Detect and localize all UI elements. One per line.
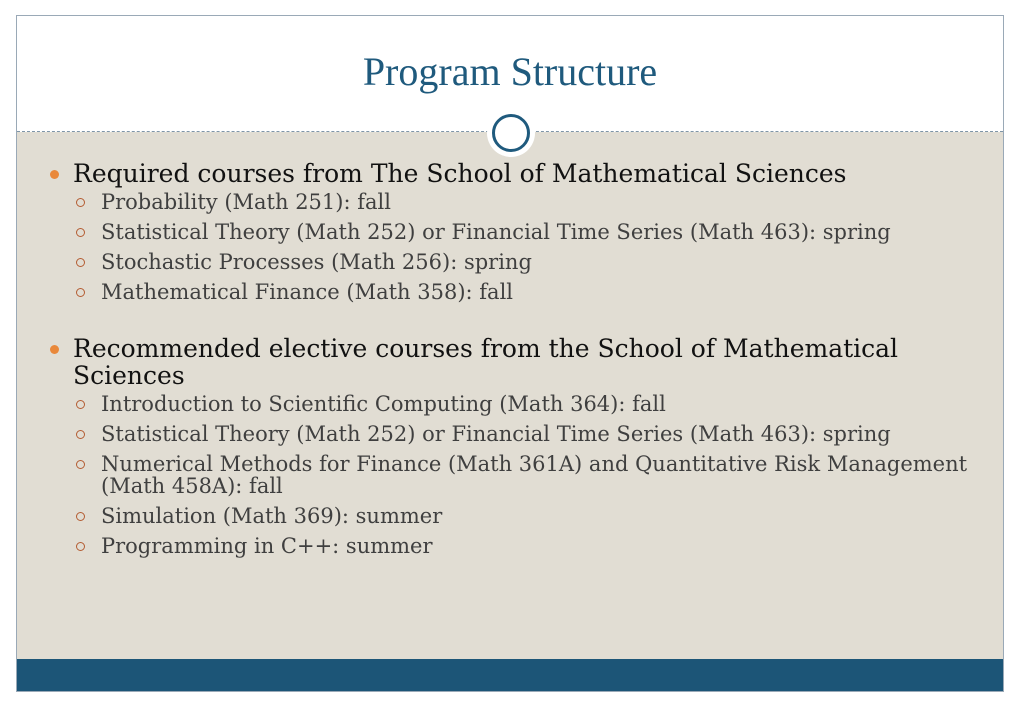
ring-bullet-icon (76, 542, 85, 551)
section-required-courses (47, 160, 977, 303)
section-heading-text: Recommended elective courses from the School of Mathematical Sciences (73, 334, 899, 390)
orange-dot-bullet-icon (50, 170, 59, 179)
ring-bullet-icon (76, 460, 85, 469)
section-heading (47, 160, 977, 187)
orange-dot-bullet-icon (50, 345, 59, 354)
ring-bullet-icon (76, 228, 85, 237)
list-item (47, 281, 977, 303)
list-item-text: Statistical Theory (Math 252) or Financial Time Series (Math 463): spring (101, 220, 891, 244)
ring-bullet-icon (76, 512, 85, 521)
section-heading-text: Required courses from The School of Mathematical Sciences (73, 159, 847, 188)
footer-bar (17, 659, 1003, 691)
ring-bullet-icon (76, 288, 85, 297)
list-item (47, 393, 977, 415)
course-list (47, 191, 977, 303)
list-item-text: Introduction to Scientific Computing (Math 364): fall (101, 392, 666, 416)
list-item (47, 505, 977, 527)
list-item-text: Mathematical Finance (Math 358): fall (101, 280, 514, 304)
list-item-text: Numerical Methods for Finance (Math 361A) and Quantitative Risk Management (Math 458A): fall (101, 452, 968, 498)
slide-title: Program Structure (362, 49, 658, 94)
list-item-text: Programming in C++: summer (101, 534, 433, 558)
ring-icon (492, 114, 530, 152)
ring-bullet-icon (76, 258, 85, 267)
slide (16, 15, 1004, 692)
list-item-text: Stochastic Processes (Math 256): spring (101, 250, 532, 274)
list-item-text: Statistical Theory (Math 252) or Financial Time Series (Math 463): spring (101, 422, 891, 446)
list-item (47, 453, 977, 497)
circle-ornament-icon (487, 109, 535, 157)
list-item (47, 191, 977, 213)
ring-bullet-icon (76, 430, 85, 439)
list-item (47, 251, 977, 273)
slide-content (47, 160, 977, 589)
list-item-text: Simulation (Math 369): summer (101, 504, 443, 528)
ring-bullet-icon (76, 198, 85, 207)
list-item (47, 423, 977, 445)
section-elective-courses (47, 335, 977, 557)
list-item-text: Probability (Math 251): fall (101, 190, 391, 214)
section-heading (47, 335, 977, 389)
list-item (47, 221, 977, 243)
list-item (47, 535, 977, 557)
course-list (47, 393, 977, 557)
ring-bullet-icon (76, 400, 85, 409)
